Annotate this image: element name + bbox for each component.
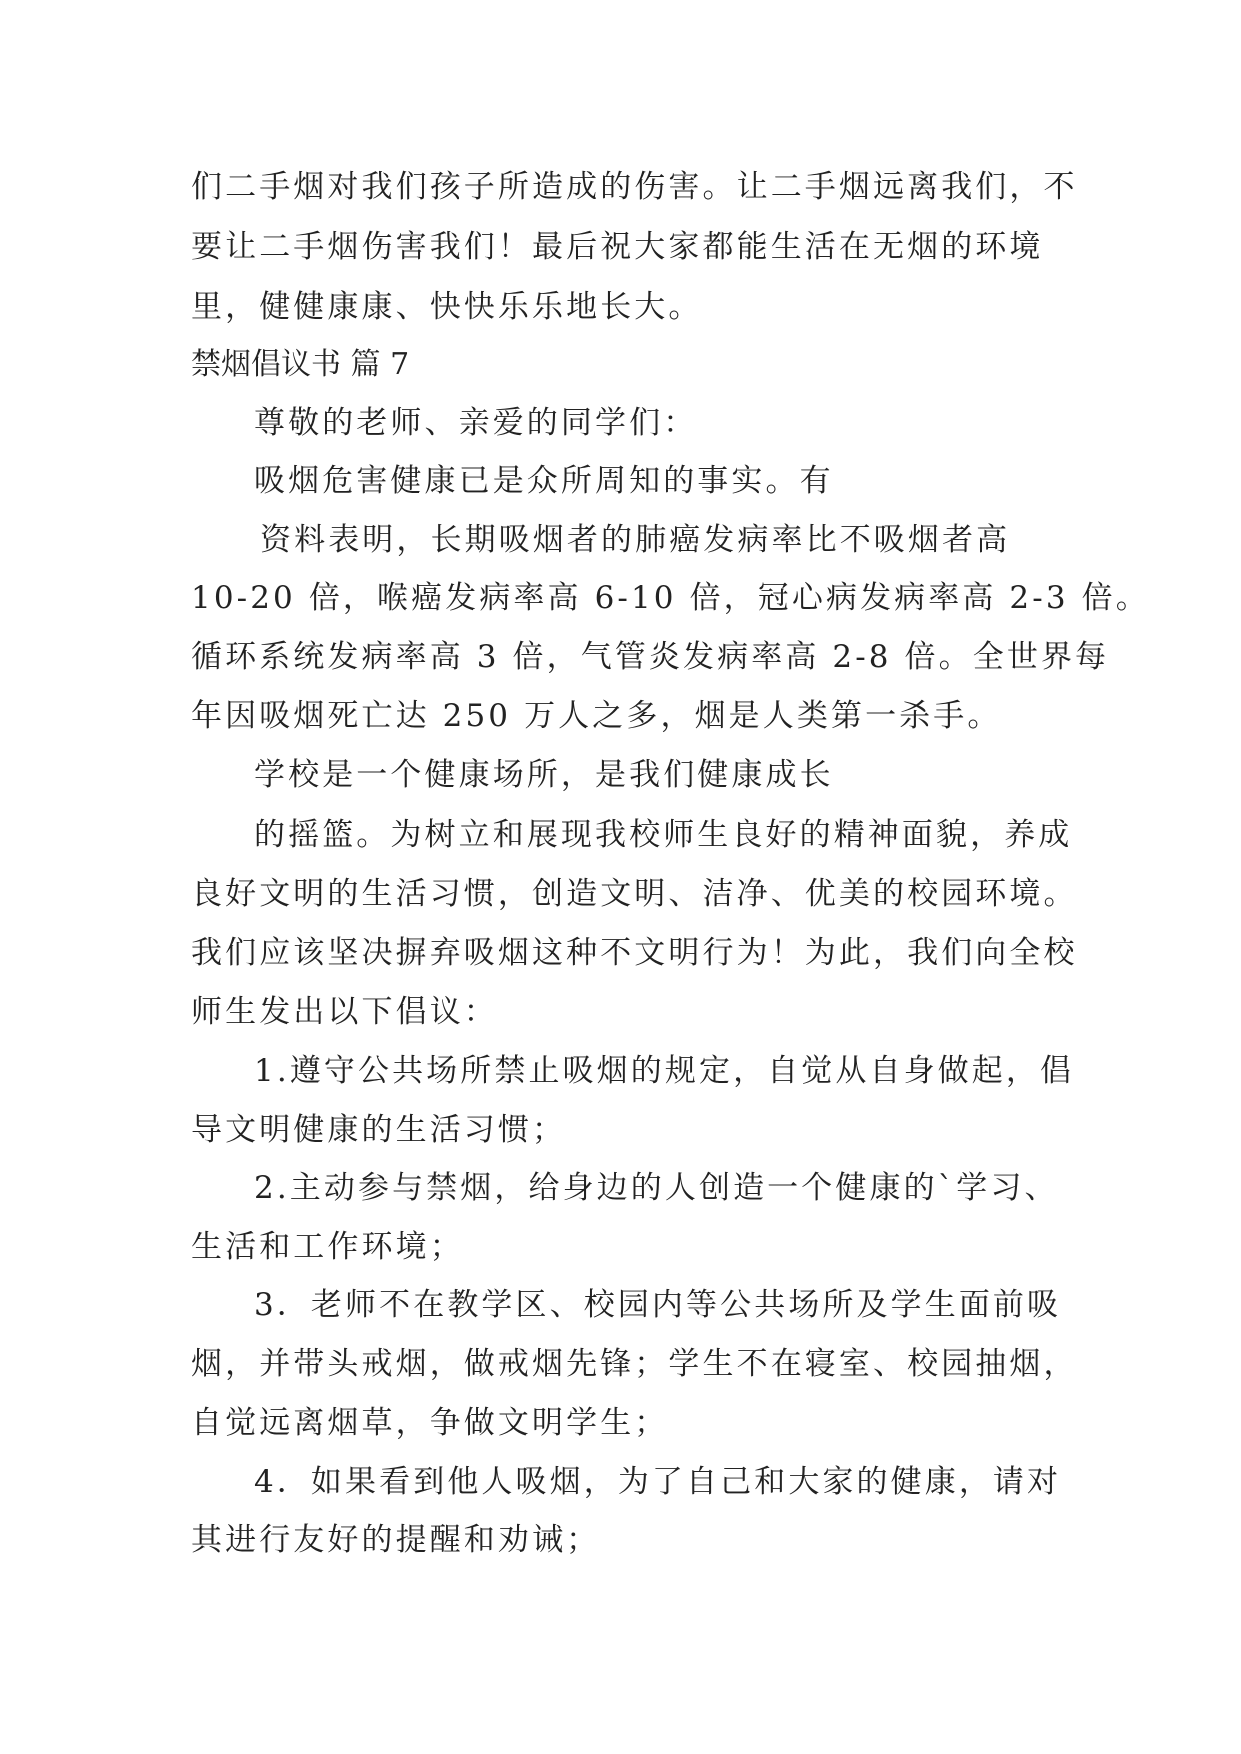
text-line: 资料表明，长期吸烟者的肺癌发病率比不吸烟者高: [260, 522, 1011, 558]
list-item: 3．老师不在教学区、校园内等公共场所及学生面前吸: [254, 1287, 1062, 1323]
text-line: 烟，并带头戒烟，做戒烟先锋；学生不在寝室、校园抽烟，: [191, 1346, 1078, 1382]
text-line: 学校是一个健康场所，是我们健康成长: [254, 757, 834, 793]
list-item: 4．如果看到他人吸烟，为了自己和大家的健康，请对: [254, 1464, 1062, 1500]
text-line: 10-20 倍，喉癌发病率高 6-10 倍，冠心病发病率高 2-3 倍。: [191, 580, 1150, 616]
text-line: 生活和工作环境；: [191, 1229, 464, 1265]
text-line: 良好文明的生活习惯，创造文明、洁净、优美的校园环境。: [191, 876, 1078, 912]
text-line: 循环系统发病率高 3 倍，气管炎发病率高 2-8 倍。全世界每: [191, 639, 1110, 675]
section-heading: 禁烟倡议书 篇 7: [191, 347, 410, 382]
salutation: 尊敬的老师、亲爱的同学们：: [254, 405, 698, 441]
text-line: 的摇篮。为树立和展现我校师生良好的精神面貌，养成: [254, 817, 1073, 853]
text-line: 我们应该坚决摒弃吸烟这种不文明行为！为此，我们向全校: [191, 935, 1078, 971]
text-line: 们二手烟对我们孩子所造成的伤害。让二手烟远离我们，不: [191, 169, 1078, 205]
text-line: 自觉远离烟草，争做文明学生；: [191, 1405, 669, 1441]
list-item: 1.遵守公共场所禁止吸烟的规定，自觉从自身做起，倡: [254, 1053, 1075, 1089]
text-line: 里，健健康康、快快乐乐地长大。: [191, 289, 703, 325]
text-line: 导文明健康的生活习惯；: [191, 1112, 567, 1148]
text-line: 要让二手烟伤害我们！最后祝大家都能生活在无烟的环境: [191, 229, 1044, 265]
text-line: 吸烟危害健康已是众所周知的事实。有: [254, 463, 834, 499]
list-item: 2.主动参与禁烟，给身边的人创造一个健康的`学习、: [254, 1170, 1059, 1206]
text-line: 年因吸烟死亡达 250 万人之多，烟是人类第一杀手。: [191, 698, 1002, 734]
text-line: 其进行友好的提醒和劝诫；: [191, 1522, 601, 1558]
text-line: 师生发出以下倡议：: [191, 994, 498, 1030]
